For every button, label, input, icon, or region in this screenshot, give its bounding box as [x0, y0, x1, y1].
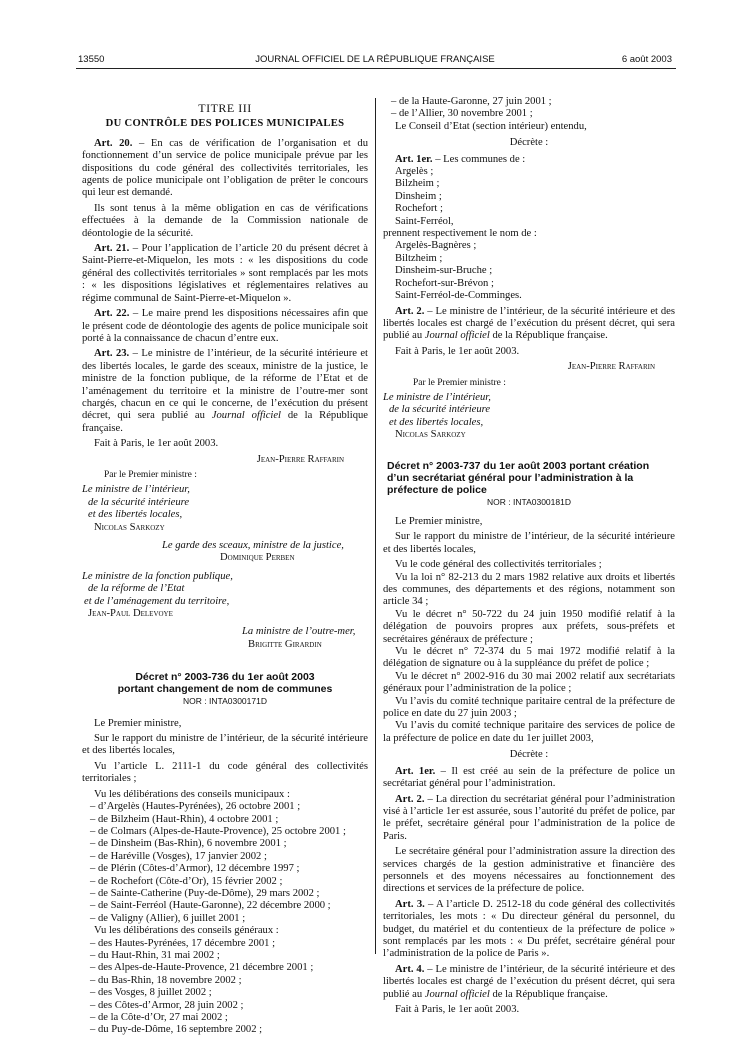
premier-ministre: Le Premier ministre,	[94, 717, 182, 729]
prennent-text: prennent respectivement le nom de :	[383, 228, 537, 240]
article-21: Art. 21. – Pour l’application de l’article 20 du présent décret à Saint-Pierre-et-Miquelon, les mots : « les dispositions du code général des collectivités territoriales » sont remplacés par les mots : « les dispositions législatives et réglementaires relatives au régime communal de Saint-Pierre-et-Miquelon ».	[82, 243, 368, 304]
signature-pm: Jean-Pierre Raffarin	[256, 453, 344, 465]
commune-item: Rochefort ;	[395, 203, 443, 215]
journal-title: JOURNAL OFFICIEL DE LA RÉPUBLIQUE FRANÇAISE	[255, 54, 495, 65]
decree-737-nor: NOR : INTA0300181D	[487, 496, 571, 507]
par-le-premier-ministre: Par le Premier ministre :	[104, 469, 197, 480]
vu-item: Vu le code général des collectivités territoriales ;	[395, 559, 602, 571]
commune-item: Dinsheim ;	[395, 190, 442, 202]
vu-delib-generaux: Vu les délibérations des conseils généraux :	[94, 925, 279, 937]
list-item: – du Bas-Rhin, 18 novembre 2002 ;	[90, 974, 242, 986]
decree-737-title: Décret n° 2003-737 du 1er août 2003 portant création d’un secrétariat général pour l’administration à la préfecture de police	[387, 459, 650, 496]
left-column	[82, 96, 368, 1037]
minister-interior-3: et des libertés locales,	[88, 509, 183, 521]
commune-item: Saint-Ferréol,	[395, 215, 454, 227]
new-name-item: Rochefort-sur-Brévon ;	[395, 277, 494, 289]
vu-item: Vu l’avis du comité technique paritaire des services de police de la préfecture de police en date du 1er juillet 2003,	[383, 720, 675, 744]
garde-name: Dominique Perben	[220, 552, 295, 564]
garde-des-sceaux: Le garde des sceaux, ministre de la justice,	[162, 540, 344, 551]
list-item: – de Dinsheim (Bas-Rhin), 6 novembre 2001 ;	[90, 838, 287, 850]
article-1-communes: Art. 1er. – Les communes de :	[395, 153, 526, 165]
section-subtitle: DU CONTRÔLE DES POLICES MUNICIPALES	[105, 118, 345, 130]
par-le-premier-ministre: Par le Premier ministre :	[413, 377, 506, 388]
decrete-heading: Décrète :	[509, 137, 549, 149]
list-item: – du Puy-de-Dôme, 16 septembre 2002 ;	[90, 1024, 263, 1036]
vu-item: Vu l’avis du comité technique paritaire central de la préfecture de police en date du 27 juin 2003 ;	[383, 695, 675, 720]
fonction-publique-name: Jean-Paul Delevoye	[88, 608, 173, 620]
conseil-etat: Le Conseil d’Etat (section intérieur) entendu,	[395, 120, 587, 132]
fonction-publique-1: Le ministre de la fonction publique,	[82, 570, 233, 582]
list-item: – d’Argelès (Hautes-Pyrénées), 26 octobre 2001 ;	[90, 801, 301, 813]
vu-item: Vu la loi n° 82-213 du 2 mars 1982 relative aux droits et libertés des communes, des départements et des régions, notamment son article 34 ;	[383, 571, 675, 608]
minister-interior-2: de la sécurité intérieure	[389, 404, 491, 416]
fait-a-paris-2: Fait à Paris, le 1er août 2003.	[395, 1004, 520, 1015]
fonction-publique-2: de la réforme de l’Etat	[88, 583, 185, 595]
commune-item: Argelès ;	[395, 166, 434, 178]
new-name-item: Dinsheim-sur-Bruche ;	[395, 265, 493, 277]
sur-le-rapport: Sur le rapport du ministre de l’intérieur, de la sécurité intérieure et des libertés locales,	[383, 531, 675, 555]
article-20: Art. 20. – En cas de vérification de l’organisation et du fonctionnement d’un service de police municipale prévue par les dispositions du code général des collectivités territoriales, les agents de police municipale ont l’obligation de prêter le concours qui leur est demandé.	[82, 137, 369, 199]
article-20-p2: Ils sont tenus à la même obligation en cas de vérifications effectuées à la demande de la Commission nationale de déontologie de la sécurité.	[82, 202, 368, 239]
page-header	[78, 54, 672, 68]
vu-item: Vu le décret n° 50-722 du 24 juin 1950 modifié relatif à la délégation de pouvoirs propres aux préfets, sous-préfets et secrétaires généraux de préfecture ;	[383, 608, 675, 645]
vu-cgct: Vu l’article L. 2111-1 du code général des collectivités territoriales ;	[82, 760, 368, 785]
article-23: Art. 23. – Le ministre de l’intérieur, de la sécurité intérieure et des libertés locales, le garde des sceaux, ministre de la justice, le ministre de la fonction publique, de la réforme de l’Etat et de l’aménagement du territoire et la ministre de l’outre-mer sont chargés, chacun en ce qui le concerne, de l’exécution du présent décret, qui sera publié au Journal officiel de la République française.	[82, 348, 368, 434]
article-22: Art. 22. – Le maire prend les dispositions nécessaires afin que le présent code de déontologie des agents de police municipale soit porté à la connaissance de chacun d’entre eux.	[82, 308, 368, 344]
article-1-creation: Art. 1er. – Il est créé au sein de la préfecture de police un secrétariat général pour l’administration.	[383, 765, 675, 790]
minister-interior-name: Nicolas Sarkozy	[94, 521, 165, 533]
decree-736-title-1: Décret n° 2003-736 du 1er août 2003	[135, 671, 315, 684]
fait-a-paris: Fait à Paris, le 1er août 2003.	[94, 438, 219, 450]
header-rule	[76, 68, 676, 69]
right-column	[383, 96, 675, 1019]
list-item: – des Vosges, 8 juillet 2002 ;	[90, 987, 212, 999]
outre-mer-1: La ministre de l’outre-mer,	[242, 626, 356, 638]
list-item: – de Colmars (Alpes-de-Haute-Provence), 25 octobre 2001 ;	[90, 825, 346, 837]
list-item: – de Bilzheim (Haut-Rhin), 4 octobre 2001 ;	[90, 813, 279, 825]
article-2-direction: Art. 2. – La direction du secrétariat général pour l’administration visé à l’article 1er est assurée, sous l’autorité du préfet de police, par le préfet, secrétaire général pour l’administration de la police de Paris.	[383, 793, 675, 842]
list-item: – de la Côte-d’Or, 27 mai 2002 ;	[90, 1012, 228, 1023]
list-item: – de Saint-Ferréol (Haute-Garonne), 22 décembre 2000 ;	[90, 900, 331, 912]
decree-736-nor: NOR : INTA0300171D	[183, 696, 267, 707]
minister-interior-2: de la sécurité intérieure	[88, 496, 190, 508]
new-name-item: Saint-Ferréol-de-Comminges.	[395, 290, 522, 302]
list-municipal	[82, 801, 368, 925]
list-general	[82, 938, 368, 1037]
fonction-publique-3: et de l’aménagement du territoire,	[84, 595, 230, 607]
signature-pm: Jean-Pierre Raffarin	[567, 361, 655, 373]
list-item: – de Rochefort (Côte-d’Or), 15 février 2002 ;	[90, 875, 283, 887]
title-iii: TITRE III	[198, 101, 252, 115]
list-item: – de Valigny (Allier), 6 juillet 2001 ;	[90, 912, 246, 924]
article-2-execution: Art. 2. – Le ministre de l’intérieur, de la sécurité intérieure et des libertés locales est chargé de l’exécution du présent décret, qui sera publié au Journal officiel de la République française.	[383, 305, 676, 342]
column-divider	[375, 98, 376, 954]
fait-a-paris: Fait à Paris, le 1er août 2003.	[395, 345, 520, 357]
minister-interior-3: et des libertés locales,	[389, 416, 484, 428]
commune-item: Bilzheim ;	[395, 178, 440, 190]
premier-ministre: Le Premier ministre,	[395, 515, 483, 527]
list-item: – du Haut-Rhin, 31 mai 2002 ;	[90, 949, 220, 961]
page-number: 13550	[78, 54, 105, 65]
new-name-item: Argelès-Bagnères ;	[395, 240, 477, 252]
list-item: – des Côtes-d’Armor, 28 juin 2002 ;	[90, 999, 244, 1011]
vu-item: Vu le décret n° 72-374 du 5 mai 1972 modifié relatif à la délégation de signature ou à la suppléance du préfet de police ;	[383, 646, 675, 670]
vu-delib-municipaux: Vu les délibérations des conseils municipaux :	[94, 788, 290, 800]
vu-item: Vu le décret n° 2002-916 du 30 mai 2002 relatif aux secrétariats généraux pour l’administration de la police ;	[383, 670, 675, 695]
minister-interior-name: Nicolas Sarkozy	[395, 429, 466, 441]
list-item: – de Sainte-Catherine (Puy-de-Dôme), 29 mars 2002 ;	[90, 887, 320, 899]
new-name-item: Biltzheim ;	[395, 252, 443, 264]
decree-736-title-2: portant changement de nom de communes	[117, 683, 333, 696]
list-item: – de Plérin (Côtes-d’Armor), 12 décembre 1997 ;	[90, 863, 300, 875]
article-4: Art. 4. – Le ministre de l’intérieur, de la sécurité intérieure et des libertés locales est chargé de l’exécution du présent décret, qui sera publié au Journal officiel de la République française.	[383, 963, 676, 1000]
list-item: – de l’Allier, 30 novembre 2001 ;	[391, 108, 533, 120]
sur-le-rapport: Sur le rapport du ministre de l’intérieur, de la sécurité intérieure et des libertés locales,	[82, 733, 368, 757]
minister-interior-1: Le ministre de l’intérieur,	[383, 391, 491, 403]
minister-interior-1: Le ministre de l’intérieur,	[82, 484, 190, 496]
outre-mer-name: Brigitte Girardin	[248, 638, 322, 650]
decrete-heading: Décrète :	[509, 749, 549, 761]
list-item: – des Alpes-de-Haute-Provence, 21 décembre 2001 ;	[90, 962, 314, 974]
article-2-p2: Le secrétaire général pour l’administration assure la direction des services chargés de la gestion administrative et financière des personnels et des moyens nécessaires au fonctionnement des directions et services de la préfecture de police.	[383, 846, 675, 895]
list-item: – des Hautes-Pyrénées, 17 décembre 2001 ;	[90, 937, 276, 949]
issue-date: 6 août 2003	[621, 54, 672, 65]
list-item: – de Haréville (Vosges), 17 janvier 2002 ;	[90, 850, 267, 862]
list-item: – de la Haute-Garonne, 27 juin 2001 ;	[391, 96, 552, 107]
article-3: Art. 3. – A l’article D. 2512-18 du code général des collectivités territoriales, les mots : « Du directeur général du personnel, du budget, du matériel et du contentieux de la préfecture de police » sont remplacés par les mots : « Du préfet, secrétaire général pour l’administration de la police de Paris ».	[383, 898, 676, 960]
